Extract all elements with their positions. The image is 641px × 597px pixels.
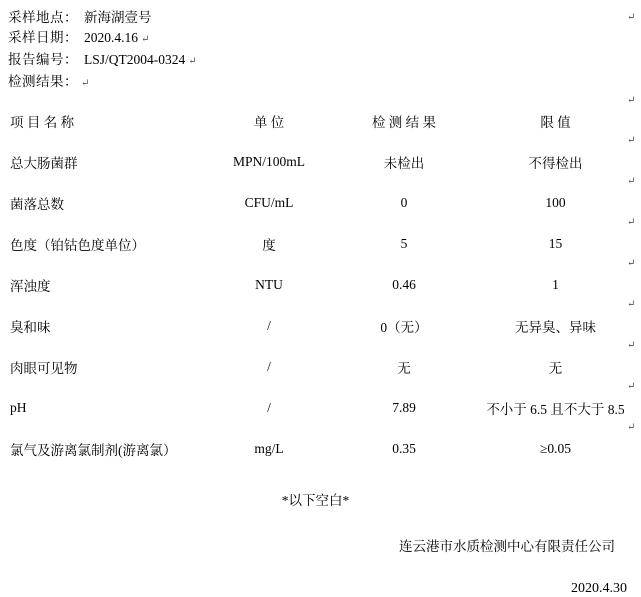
paragraph-mark-icon: ↵ xyxy=(627,176,636,187)
sampling-date-value: 2020.4.16 xyxy=(84,30,138,45)
sampling-location-row xyxy=(8,8,641,28)
paragraph-mark-icon: ↵ xyxy=(627,422,636,433)
row-item-unit: / xyxy=(267,317,271,333)
results-table xyxy=(4,100,637,469)
row-item-name: 色度（铂钴色度单位） xyxy=(10,237,145,253)
row-item-name: 臭和味 xyxy=(10,319,51,335)
report-number-label: 报告编号： xyxy=(8,52,78,67)
paragraph-mark-icon: ↵ xyxy=(627,258,636,269)
row-item-name: 肉眼可见物 xyxy=(10,360,78,376)
sampling-location-label: 采样地点： xyxy=(8,10,78,25)
row-item-unit: CFU/mL xyxy=(244,194,294,210)
table-row xyxy=(4,428,637,469)
row-item-limit: 100 xyxy=(545,194,566,210)
column-header-limit: 限 值 xyxy=(540,114,571,130)
row-item-name: 总大肠菌群 xyxy=(10,155,78,171)
sampling-date-label: 采样日期： xyxy=(8,30,78,45)
table-row xyxy=(4,387,637,428)
paragraph-mark-icon: ↵ xyxy=(627,340,636,351)
row-item-result: 未检出 xyxy=(383,155,425,171)
paragraph-mark-icon: ↵ xyxy=(81,78,90,89)
paragraph-mark-icon: ↵ xyxy=(627,299,636,310)
row-item-unit: 度 xyxy=(262,237,276,253)
row-item-result: 5 xyxy=(400,235,408,251)
row-item-unit: mg/L xyxy=(254,440,284,456)
row-item-limit: 不小于 6.5 且不大于 8.5 xyxy=(486,401,625,417)
paragraph-mark-icon: ↵ xyxy=(188,56,197,67)
row-item-limit: 1 xyxy=(552,276,559,292)
sampling-location-value: 新海湖壹号 xyxy=(84,10,152,25)
row-item-result: 无 xyxy=(397,360,411,376)
paragraph-mark-icon: ↵ xyxy=(627,12,636,23)
row-item-name: pH xyxy=(10,399,27,415)
table-row xyxy=(4,182,637,223)
row-item-limit: 不得检出 xyxy=(528,155,583,171)
row-item-unit: NTU xyxy=(255,276,283,292)
paragraph-mark-icon: ↵ xyxy=(627,135,636,146)
row-item-limit: 无异臭、异味 xyxy=(515,319,596,335)
row-item-name: 菌落总数 xyxy=(10,196,64,212)
row-item-result: 7.89 xyxy=(392,399,416,415)
row-item-result: 0（无） xyxy=(380,319,428,335)
sampling-date-row xyxy=(8,28,641,50)
row-item-result: 0.35 xyxy=(392,440,416,456)
paragraph-mark-icon: ↵ xyxy=(141,34,150,45)
paragraph-mark-icon: ↵ xyxy=(627,95,636,106)
table-row xyxy=(4,264,637,305)
report-number-value: LSJ/QT2004-0324 xyxy=(84,52,186,67)
row-item-limit: ≥0.05 xyxy=(539,440,572,456)
row-item-limit: 15 xyxy=(548,235,563,251)
issue-date: 2020.4.30 xyxy=(571,581,627,596)
column-header-name: 项 目 名 称 xyxy=(10,114,75,130)
row-item-limit: 无 xyxy=(548,360,563,376)
column-header-result: 检 测 结 果 xyxy=(371,114,437,130)
row-item-unit: / xyxy=(267,358,271,374)
row-item-result: 0.46 xyxy=(392,276,416,292)
row-item-unit: MPN/100mL xyxy=(232,153,305,169)
table-header-row xyxy=(4,100,637,141)
paragraph-mark-icon: ↵ xyxy=(627,217,636,228)
report-header xyxy=(0,0,641,94)
report-number-row xyxy=(8,50,641,72)
row-item-unit: / xyxy=(267,399,271,415)
row-item-name: 浑浊度 xyxy=(10,278,51,294)
table-row xyxy=(4,141,637,182)
column-header-unit: 单 位 xyxy=(253,114,285,130)
table-row xyxy=(4,223,637,264)
issuing-company: 连云港市水质检测中心有限责任公司 xyxy=(399,539,615,554)
blank-note: *以下空白* xyxy=(281,493,350,508)
table-row xyxy=(4,346,637,387)
table-row xyxy=(4,305,637,346)
test-results-row xyxy=(8,72,641,94)
paragraph-mark-icon: ↵ xyxy=(627,381,636,392)
test-results-label: 检测结果： xyxy=(8,74,78,89)
row-item-result: 0 xyxy=(400,194,408,210)
row-item-name: 氯气及游离氯制剂(游离氯） xyxy=(10,442,177,458)
